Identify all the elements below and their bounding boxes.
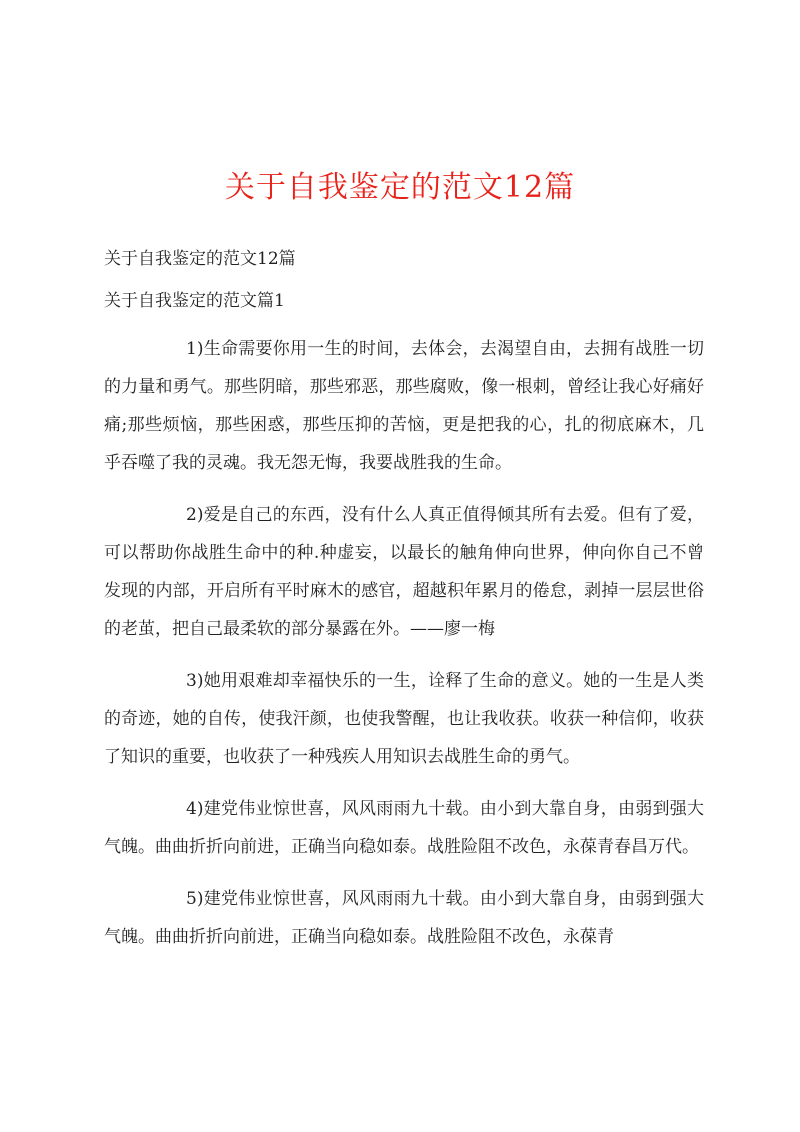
- paragraph-3: 3)她用艰难却幸福快乐的一生，诠释了生命的意义。她的一生是人类的奇迹，她的自传，使我汗颜，也使我警醒，也让我收获。收获一种信仰，收获了知识的重要，也收获了一种残疾人用知识去战胜生命的勇气。: [104, 671, 704, 767]
- paragraph-2: 2)爱是自己的东西，没有什么人真正值得倾其所有去爱。但有了爱，可以帮助你战胜生命中的种.种虚妄，以最长的触角伸向世界，伸向你自己不曾发现的内部，开启所有平时麻木的感官，超越积年累月的倦怠，剥掉一层层世俗的老茧，把自己最柔软的部分暴露在外。——廖一梅: [104, 505, 704, 639]
- section-heading: 关于自我鉴定的范文篇1: [104, 291, 285, 311]
- document-body: [104, 240, 704, 970]
- document-subtitle: 关于自我鉴定的范文12篇: [104, 249, 296, 269]
- paragraph-4: 4)建党伟业惊世喜，风风雨雨九十载。由小到大靠自身，由弱到强大气魄。曲曲折折向前进，正确当向稳如泰。战胜险阻不改色，永葆青春昌万代。: [104, 799, 704, 857]
- paragraph-1: 1)生命需要你用一生的时间，去体会，去渴望自由，去拥有战胜一切的力量和勇气。那些阴暗，那些邪恶，那些腐败，像一根刺，曾经让我心好痛好痛;那些烦恼，那些困惑，那些压抑的苦恼，更是把我的心，扎的彻底麻木，几乎吞噬了我的灵魂。我无怨无悔，我要战胜我的生命。: [104, 339, 704, 473]
- paragraph-5: 5)建党伟业惊世喜，风风雨雨九十载。由小到大靠自身，由弱到强大气魄。曲曲折折向前进，正确当向稳如泰。战胜险阻不改色，永葆青: [104, 889, 704, 947]
- document-title: 关于自我鉴定的范文12篇: [224, 170, 576, 205]
